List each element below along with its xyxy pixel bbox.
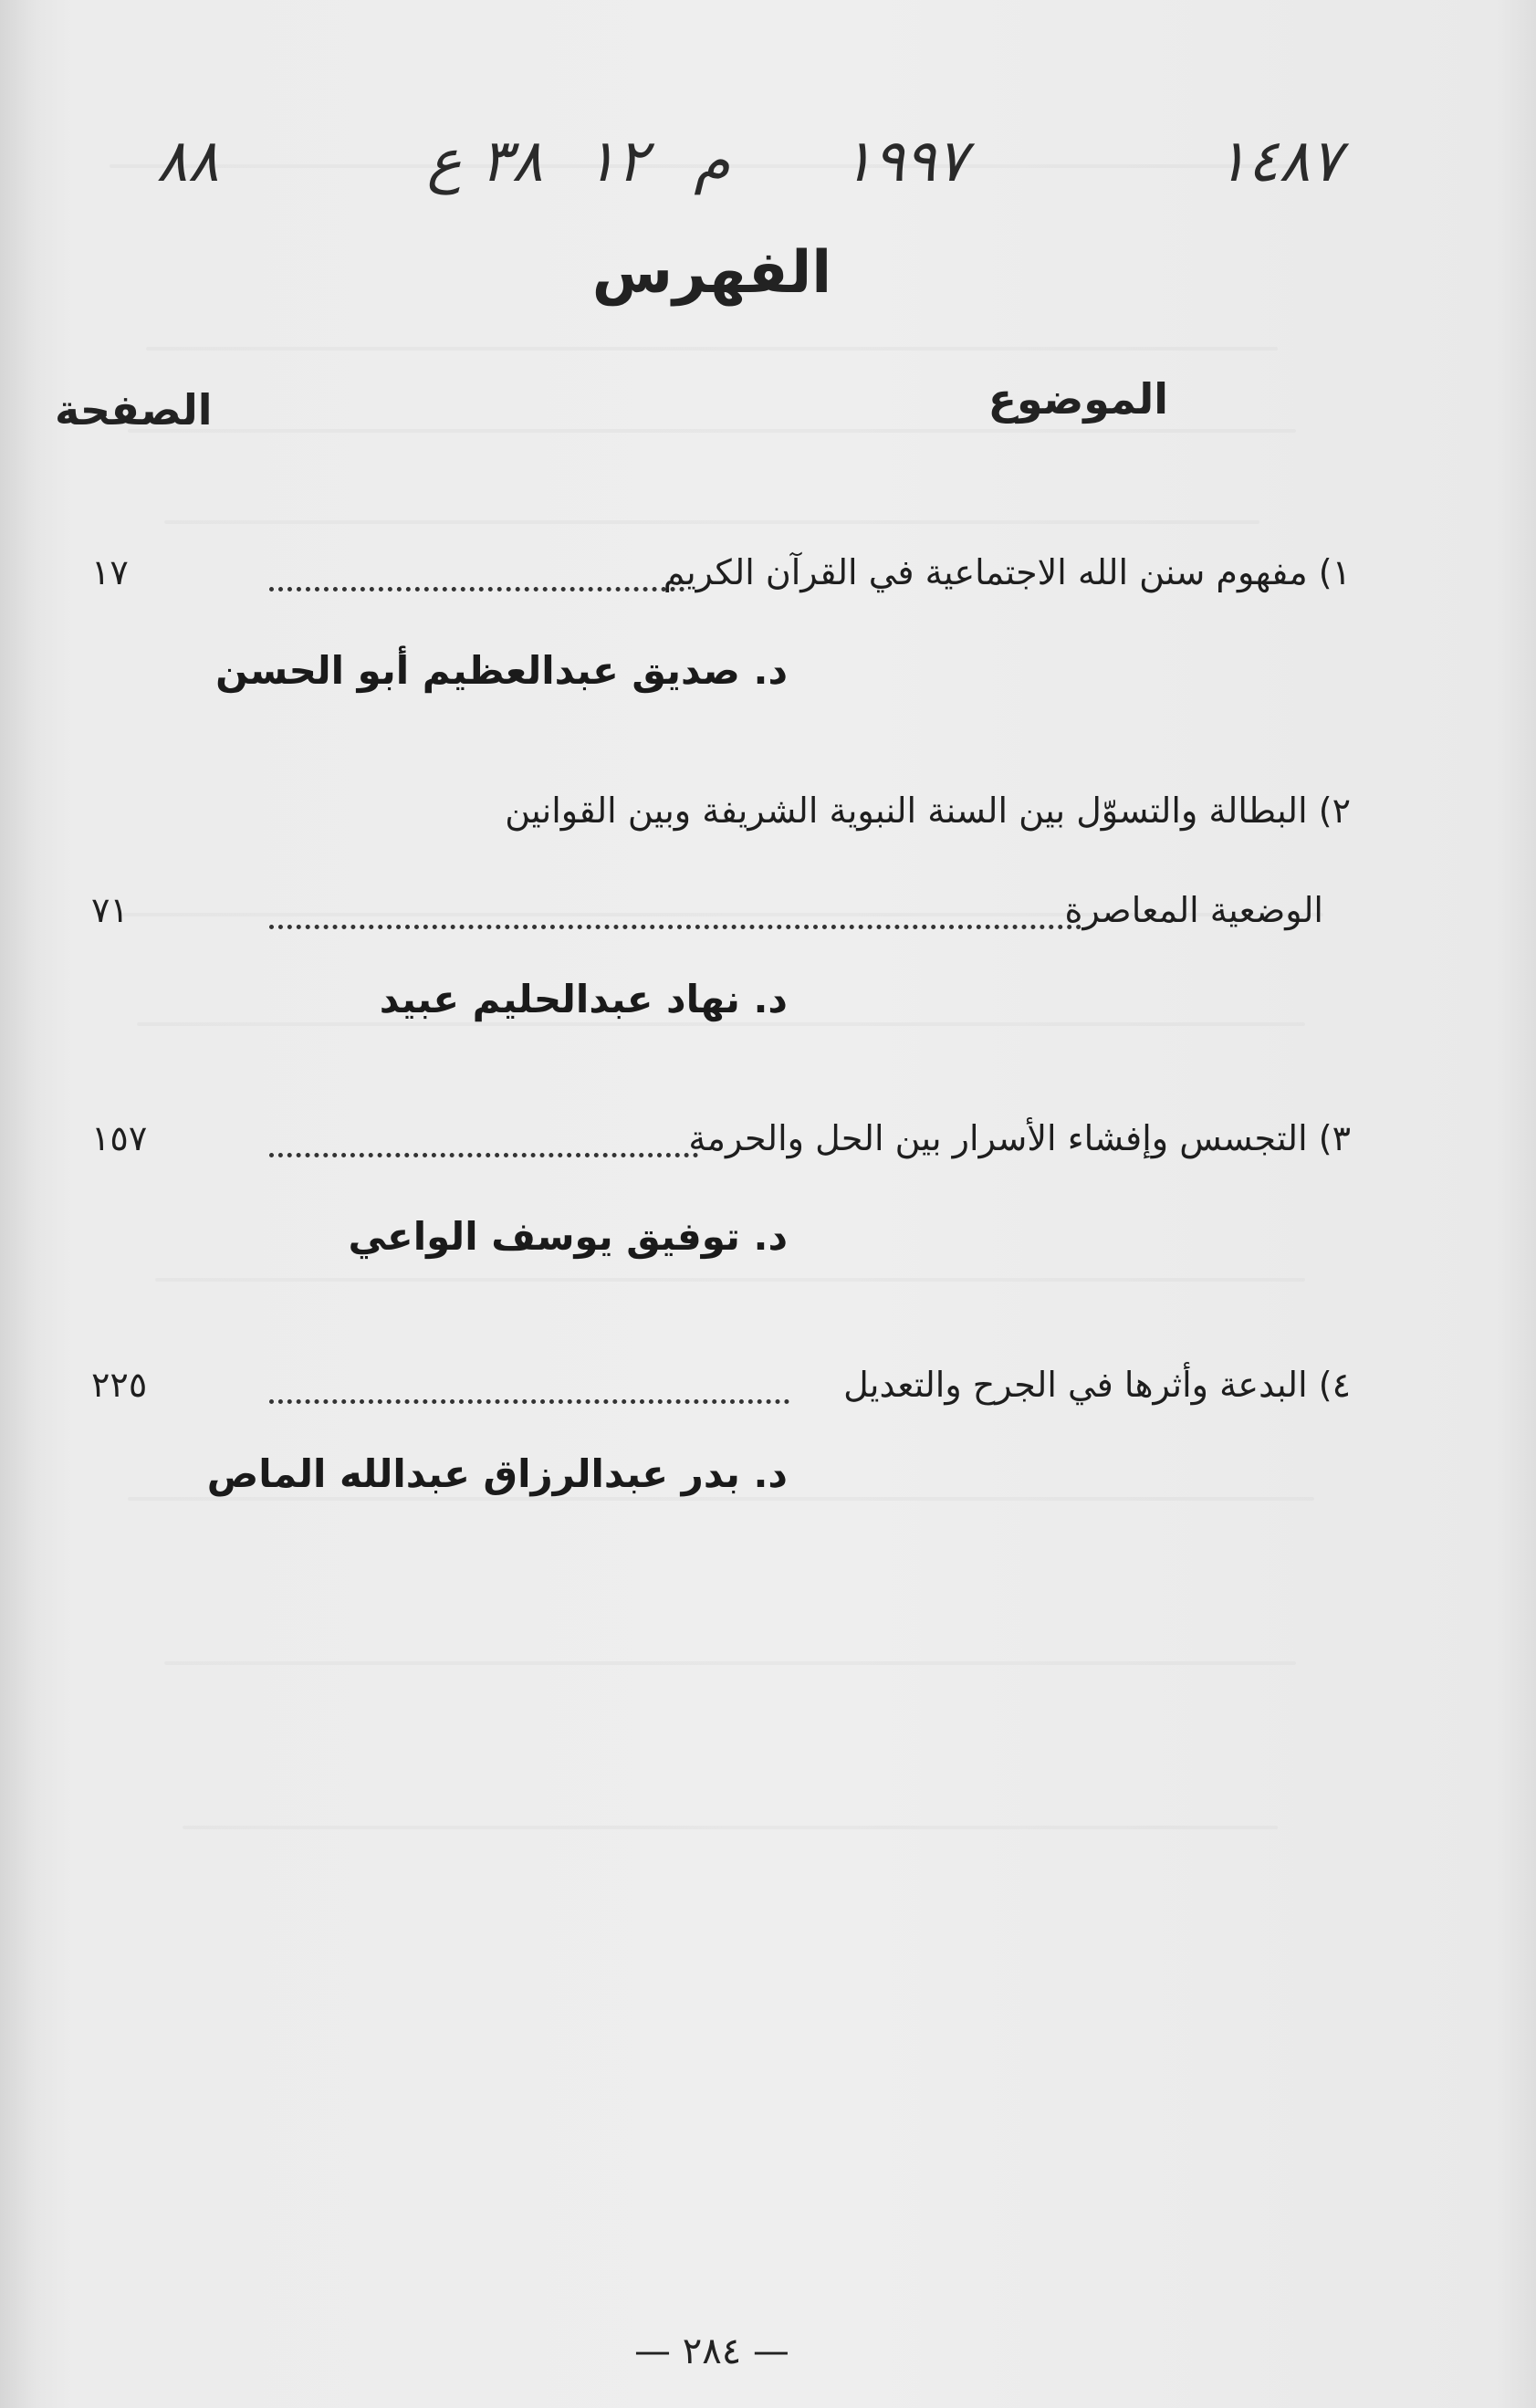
toc-entry-title: ٣) التجسس وإفشاء الأسرار بين الحل والحرمة: [688, 1118, 1351, 1158]
dot-leader: [269, 906, 1081, 929]
toc-entry-1-line: [91, 552, 1351, 616]
toc-entry-author: د. بدر عبدالرزاق عبدالله الماص: [206, 1451, 788, 1496]
toc-entry-title: ٤) البدعة وأثرها في الجرح والتعديل: [843, 1365, 1351, 1405]
toc-entry-2-line-2: [91, 890, 1351, 954]
toc-entry-page: ١٧: [91, 552, 129, 592]
toc-entry-author: د. توفيق يوسف الواعي: [348, 1214, 788, 1259]
dot-leader: [269, 1381, 789, 1404]
toc-entry-title: ٢) البطالة والتسوّل بين السنة النبوية الشريفة وبين القوانين: [505, 790, 1351, 831]
handwritten-number-2: ٨٨: [156, 128, 219, 195]
header-topic: الموضوع: [987, 374, 1168, 424]
handwritten-m: م: [694, 128, 730, 195]
dot-leader: [269, 569, 684, 592]
toc-entry-page: ١٥٧: [91, 1118, 148, 1158]
toc-entry-2-line-1: [91, 790, 1351, 854]
toc-entry-title: ١) مفهوم سنن الله الاجتماعية في القرآن الكريم: [663, 552, 1351, 592]
toc-entry-4-line: [91, 1365, 1351, 1429]
handwritten-issue: ١٢: [585, 128, 648, 195]
toc-entry-page: ٢٢٥: [91, 1365, 148, 1405]
handwritten-volume: ٣٨ ع: [426, 128, 543, 195]
page-title: الفهرس: [591, 239, 832, 307]
toc-entry-title-continued: الوضعية المعاصرة: [1064, 890, 1323, 930]
toc-entry-3-line: [91, 1118, 1351, 1182]
handwritten-year: ١٩٩٧: [841, 128, 967, 195]
toc-entry-page: ٧١: [91, 890, 129, 930]
header-page: الصفحة: [55, 385, 213, 434]
handwritten-catalog-note: [82, 128, 1342, 228]
toc-header: [55, 374, 1168, 456]
page-number: — ٢٨٤ —: [634, 2330, 789, 2372]
handwritten-number-1: ١٤٨٧: [1216, 128, 1342, 195]
dot-leader: [269, 1135, 698, 1157]
toc-entry-author: د. نهاد عبدالحليم عبيد: [379, 977, 788, 1021]
toc-entry-author: د. صديق عبدالعظيم أبو الحسن: [215, 648, 788, 693]
